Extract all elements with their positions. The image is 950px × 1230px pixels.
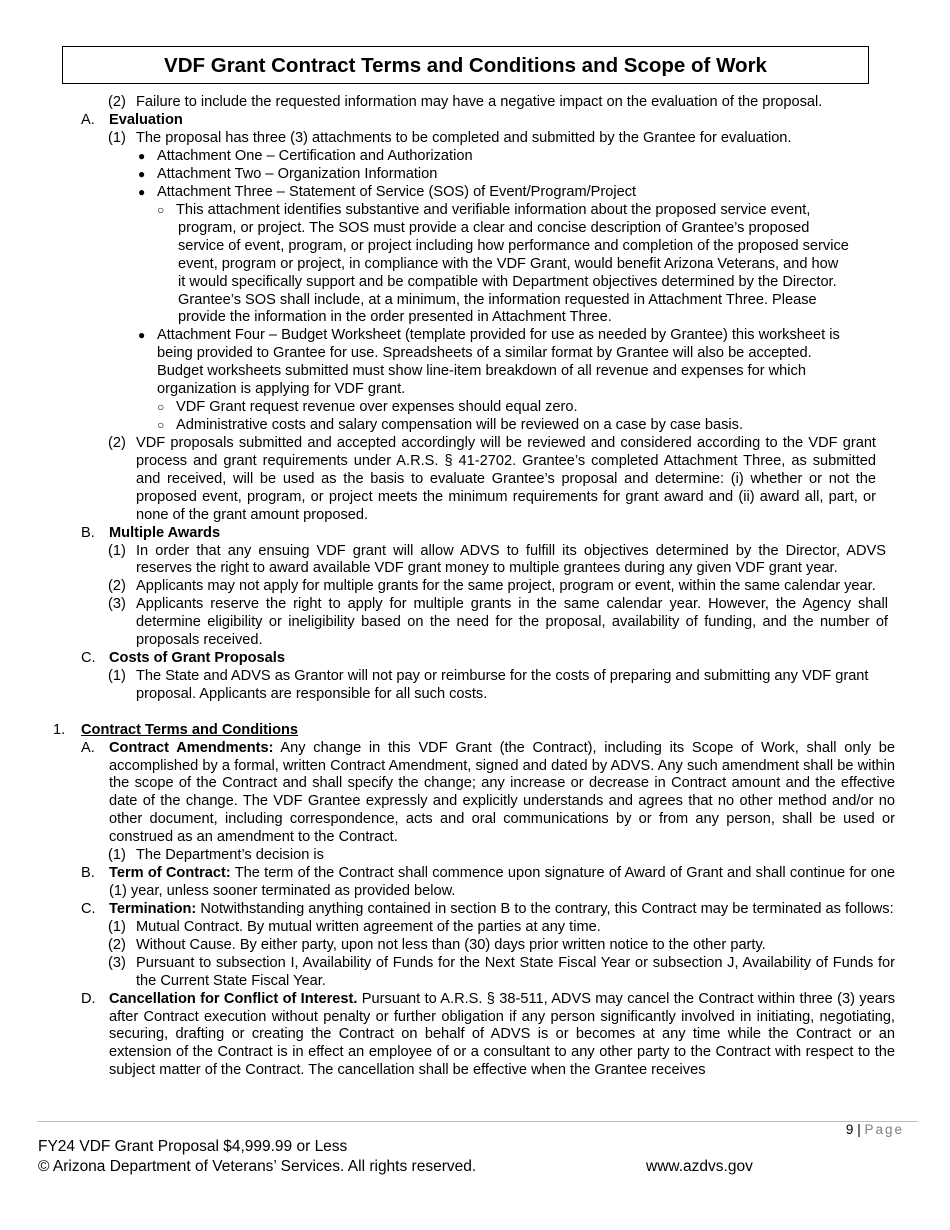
item-number: (1) bbox=[108, 130, 126, 146]
sub-bullet-line: This attachment identifies substantive and verifiable information about the proposed service event, bbox=[176, 202, 811, 218]
section-heading bbox=[0, 112, 950, 130]
clause-label: Term of Contract: bbox=[109, 865, 231, 882]
item-number: (1) bbox=[108, 542, 126, 559]
list-item bbox=[0, 130, 950, 148]
clause-label: Termination: bbox=[109, 900, 197, 917]
list-item bbox=[0, 937, 950, 955]
bullet-line: Attachment Four – Budget Worksheet (template provided for use as needed by Grantee) this worksheet is bbox=[157, 327, 840, 344]
spacer bbox=[0, 704, 950, 722]
clause-body: Notwithstanding anything contained in section B to the contrary, this Contract may be terminated as follows: bbox=[196, 900, 894, 917]
list-item bbox=[0, 955, 950, 991]
section-heading bbox=[0, 650, 950, 668]
page-number bbox=[846, 1121, 904, 1139]
bullet-item bbox=[0, 184, 950, 202]
sub-bullet-item bbox=[0, 202, 950, 327]
circle-bullet-icon: ○ bbox=[157, 417, 165, 432]
bullet-line: being provided to Grantee for use. Spreadsheets of a similar format by Grantee will also be accepted. bbox=[157, 345, 812, 362]
sub-bullet-line: provide the information in the order presented in Attachment Three. bbox=[178, 309, 612, 326]
clause bbox=[0, 991, 950, 1081]
section-letter: B. bbox=[81, 524, 95, 541]
item-text: The proposal has three (3) attachments to be completed and submitted by the Grantee for evaluation. bbox=[136, 130, 792, 146]
section-title: Evaluation bbox=[109, 112, 183, 128]
item-number: (2) bbox=[108, 94, 126, 110]
sub-bullet-item bbox=[0, 399, 950, 417]
footer-website: www.azdvs.gov bbox=[646, 1158, 753, 1175]
list-item bbox=[0, 94, 950, 112]
clause-text bbox=[109, 740, 895, 847]
page-title: VDF Grant Contract Terms and Conditions and Scope of Work bbox=[62, 46, 869, 84]
circle-bullet-icon: ○ bbox=[157, 399, 165, 414]
bullet-line: organization is applying for VDF grant. bbox=[157, 381, 406, 398]
item-text: In order that any ensuing VDF grant will allow ADVS to fulfill its objectives determined by the Director, ADVS reserves the right to award available VDF grant money to multiple grantees during any given VDF grant year. bbox=[136, 542, 886, 577]
clause-letter: B. bbox=[81, 865, 95, 882]
sub-bullet-text: Administrative costs and salary compensation will be reviewed on a case by case basis. bbox=[176, 416, 743, 433]
footer-proposal-title: FY24 VDF Grant Proposal $4,999.99 or Less bbox=[38, 1138, 348, 1155]
clause-body: The term of the Contract shall commence upon signature of Award of Grant and shall continue for one (1) year, unless sooner terminated as provided below. bbox=[109, 865, 895, 899]
clause-text bbox=[109, 991, 895, 1081]
item-text: Mutual Contract. By mutual written agreement of the parties at any time. bbox=[136, 918, 601, 935]
clause-body: Pursuant to A.R.S. § 38-511, ADVS may cancel the Contract within three (3) years after Contract execution without penalty or further obligation if any person significantly involved in initiating, negotiating, securing, drafting or creating the Contract on behalf of ADVS is or becomes at any time while the Contract or an extension of the Contract is in effect an employee of or a consultant to any other party to the Contract with respect to the subject matter of the Contract. The cancellation shall be effective when the Grantee receives bbox=[109, 990, 895, 1079]
item-number: (2) bbox=[108, 578, 126, 595]
item-text: VDF proposals submitted and accepted accordingly will be reviewed and considered according to the VDF grant process and grant requirements under A.R.S. § 41-2702. Grantee’s completed Attachment Three, as submitted and received, will be used as the basis to evaluate Grantee’s proposal and determine: (i) whether or not the proposed event, program, or project meets the minimum requirements for grant award and (ii) award all, part, or none of the grant amount proposed. bbox=[136, 434, 876, 523]
section-letter: A. bbox=[81, 112, 95, 128]
sub-bullet-text: VDF Grant request revenue over expenses should equal zero. bbox=[176, 398, 578, 415]
section-title: Costs of Grant Proposals bbox=[109, 649, 285, 666]
list-item bbox=[0, 919, 950, 937]
bullet-text: Attachment Three – Statement of Service (SOS) of Event/Program/Project bbox=[157, 184, 637, 200]
bullet-icon: ● bbox=[138, 167, 146, 181]
item-text: Applicants reserve the right to apply for multiple grants in the same calendar year. However, the Agency shall determine eligibility or ineligibility based on the need for the proposal, availability of funding, and the number of proposals received. bbox=[136, 596, 888, 649]
sub-bullet-line: event, program or project, in compliance with the VDF Grant, would benefit Arizona Veterans, and how bbox=[178, 255, 839, 272]
item-number: (1) bbox=[108, 847, 126, 864]
list-item bbox=[0, 543, 950, 579]
item-number: (1) bbox=[108, 918, 126, 935]
footer-copyright: © Arizona Department of Veterans’ Services. All rights reserved. bbox=[38, 1158, 477, 1175]
bullet-line: Budget worksheets submitted must show line-item breakdown of all revenue and expenses for which bbox=[157, 363, 806, 380]
sub-bullet-line: program, or project. The SOS must provide a clear and concise description of Grantee’s proposed bbox=[178, 219, 810, 236]
bullet-item bbox=[0, 166, 950, 184]
page-number-value: 9 bbox=[845, 1122, 854, 1137]
page-separator: | bbox=[857, 1122, 861, 1137]
bullet-text: Attachment Two – Organization Information bbox=[157, 166, 438, 182]
sub-bullet-line: service of event, program, or project including how performance and completion of the proposed service bbox=[178, 237, 849, 254]
bullet-icon: ● bbox=[138, 328, 146, 343]
section-heading bbox=[0, 722, 950, 740]
section-heading bbox=[0, 525, 950, 543]
bullet-icon: ● bbox=[138, 185, 146, 199]
sub-bullet-line: Grantee’s SOS shall include, at a minimum, the information requested in Attachment Three. Please bbox=[178, 291, 817, 308]
list-item bbox=[0, 435, 950, 525]
item-number: (3) bbox=[108, 954, 126, 971]
clause-text bbox=[109, 901, 895, 919]
item-text: The State and ADVS as Grantor will not pay or reimburse for the costs of preparing and submitting any VDF grant proposal. Applicants are responsible for all such costs. bbox=[136, 667, 869, 702]
list-item bbox=[0, 578, 950, 596]
section-number: 1. bbox=[53, 721, 66, 738]
page-label: Page bbox=[864, 1122, 904, 1137]
item-number: (2) bbox=[108, 936, 126, 953]
clause-label: Contract Amendments: bbox=[109, 739, 274, 756]
bullet-icon: ● bbox=[138, 149, 146, 163]
list-item bbox=[0, 596, 950, 650]
clause-label: Cancellation for Conflict of Interest. bbox=[109, 990, 358, 1007]
section-letter: C. bbox=[81, 649, 96, 666]
list-item bbox=[0, 847, 950, 865]
clause-body: Any change in this VDF Grant (the Contract), including its Scope of Work, shall only be accomplished by a formal, written Contract Amendment, signed and dated by ADVS. Any such amendment shall be within the scope of the Contract and shall specify the change; any increase or decrease in Contract amount and the effective date of the change. The VDF Grantee expressly and explicitly understands and agrees that no other method and/or no other document, including correspondence, acts and oral communications by or from any person, shall be used or construed as an amendment to the Contract. bbox=[109, 739, 895, 846]
clause bbox=[0, 901, 950, 919]
bullet-text: Attachment One – Certification and Authorization bbox=[157, 148, 473, 164]
clause-letter: D. bbox=[81, 990, 96, 1007]
sub-bullet-item bbox=[0, 417, 950, 435]
bullet-item bbox=[0, 148, 950, 166]
clause-letter: A. bbox=[81, 739, 95, 756]
clause bbox=[0, 740, 950, 847]
item-number: (1) bbox=[108, 667, 126, 684]
item-text: Failure to include the requested information may have a negative impact on the evaluation of the proposal. bbox=[136, 94, 823, 110]
item-text: Pursuant to subsection I, Availability of Funds for the Next State Fiscal Year or subsection J, Availability of Funds for the Current State Fiscal Year. bbox=[136, 954, 895, 989]
item-text: Without Cause. By either party, upon not less than (30) days prior written notice to the other party. bbox=[136, 936, 766, 953]
list-item bbox=[0, 668, 950, 704]
item-number: (3) bbox=[108, 596, 126, 613]
bullet-item bbox=[0, 327, 950, 399]
document-body bbox=[0, 94, 950, 1080]
item-text: Applicants may not apply for multiple grants for the same project, program or event, within the same calendar year. bbox=[136, 578, 876, 595]
circle-bullet-icon: ○ bbox=[157, 203, 165, 217]
item-text: The Department’s decision is bbox=[136, 847, 324, 864]
item-number: (2) bbox=[108, 434, 126, 451]
footer-divider bbox=[37, 1121, 918, 1122]
section-title: Multiple Awards bbox=[109, 524, 221, 541]
clause-text bbox=[109, 865, 895, 901]
clause bbox=[0, 865, 950, 901]
section-title: Contract Terms and Conditions bbox=[81, 721, 299, 738]
sub-bullet-line: it would specifically support and be compatible with Department objectives determined by the Director. bbox=[178, 273, 837, 290]
clause-letter: C. bbox=[81, 900, 96, 917]
